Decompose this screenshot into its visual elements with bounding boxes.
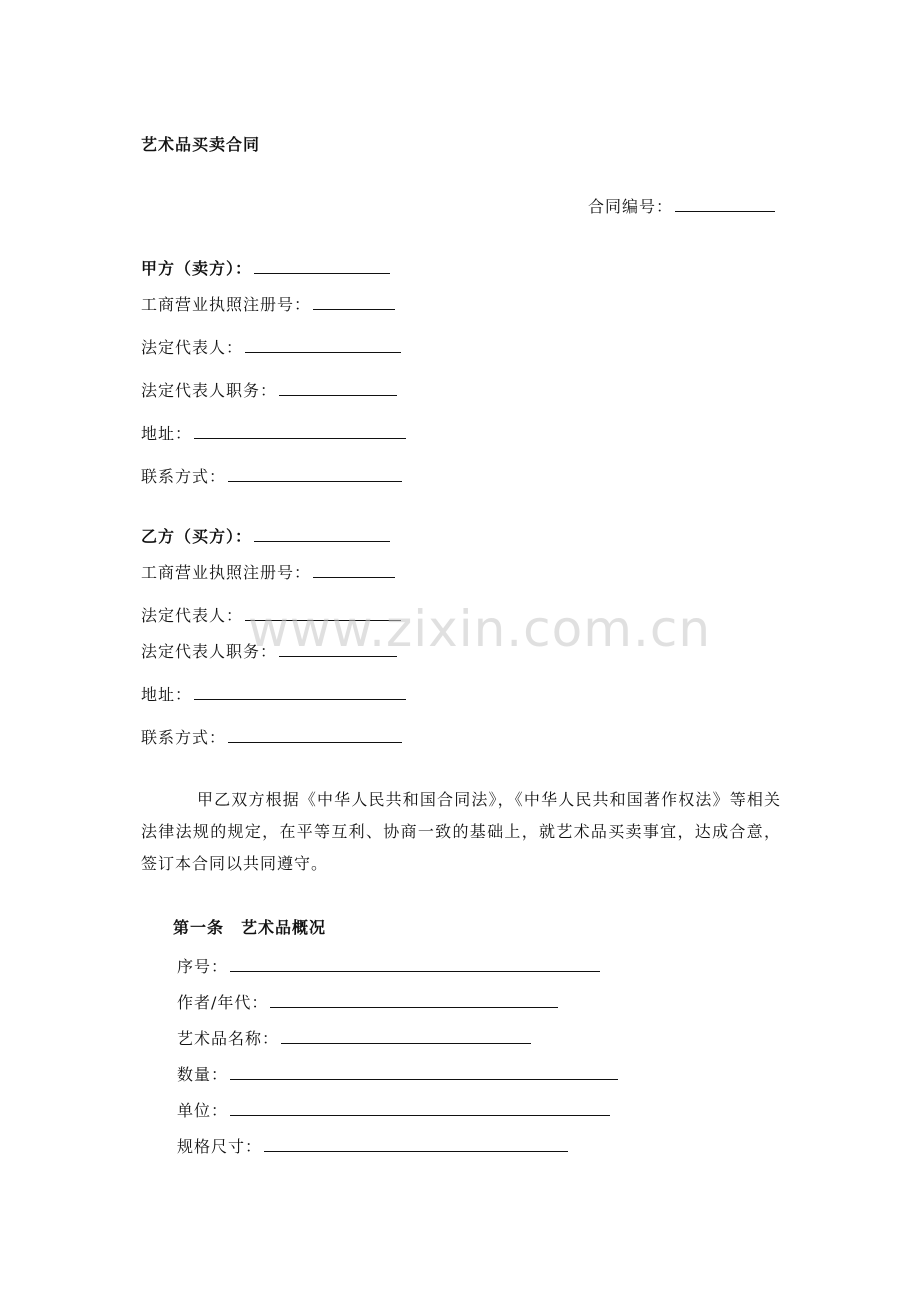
party-a-address-label: 地址： [141, 424, 193, 443]
party-b-heading-label: 乙方（买方）： [141, 527, 253, 546]
party-a-address-field [141, 421, 406, 446]
party-a-license-field [141, 292, 395, 317]
party-b-license-label: 工商营业执照注册号： [141, 563, 312, 582]
party-a-license-blank [313, 292, 395, 310]
party-a-contact-field [141, 464, 402, 489]
party-a-name-blank [254, 256, 390, 274]
artwork-author-field [177, 990, 558, 1015]
preamble-text: 甲乙双方根据《中华人民共和国合同法》，《中华人民共和国著作权法》等相关法律法规的规定，在平等互利、协商一致的基础上，就艺术品买卖事宜，达成合意，签订本合同以共同遵守。 [141, 790, 781, 873]
artwork-serial-label: 序号： [177, 957, 229, 976]
artwork-serial-field [177, 954, 600, 979]
party-b-representative-field [141, 603, 401, 628]
party-b-contact-blank [228, 725, 402, 743]
party-a-contact-label: 联系方式： [141, 467, 227, 486]
party-b-position-field [141, 639, 397, 664]
watermark-text: www.zixin.com.cn [248, 600, 712, 658]
party-a-heading [141, 256, 390, 281]
artwork-size-blank [264, 1134, 568, 1152]
artwork-name-blank [281, 1026, 531, 1044]
party-a-position-blank [279, 378, 397, 396]
artwork-size-field [177, 1134, 568, 1159]
contract-number-label: 合同编号： [588, 197, 674, 216]
party-b-license-blank [313, 560, 395, 578]
party-b-position-blank [279, 639, 397, 657]
artwork-name-field [177, 1026, 531, 1051]
party-a-representative-blank [245, 335, 401, 353]
artwork-unit-blank [230, 1098, 610, 1116]
document-title: 艺术品买卖合同 [141, 135, 261, 154]
artwork-quantity-field [177, 1062, 618, 1087]
party-a-heading-label: 甲方（卖方）： [141, 259, 253, 278]
contract-number-blank [675, 194, 775, 212]
artwork-size-label: 规格尺寸： [177, 1137, 263, 1156]
party-b-contact-label: 联系方式： [141, 728, 227, 747]
party-a-representative-label: 法定代表人： [141, 338, 244, 357]
party-b-address-field [141, 682, 406, 707]
artwork-quantity-label: 数量： [177, 1065, 229, 1084]
party-b-address-label: 地址： [141, 685, 193, 704]
party-a-representative-field [141, 335, 401, 360]
party-a-position-field [141, 378, 397, 403]
party-b-address-blank [194, 682, 406, 700]
party-a-position-label: 法定代表人职务： [141, 381, 278, 400]
party-b-position-label: 法定代表人职务： [141, 642, 278, 661]
artwork-quantity-blank [230, 1062, 618, 1080]
party-a-address-blank [194, 421, 406, 439]
preamble-paragraph [141, 784, 781, 880]
artwork-name-label: 艺术品名称： [177, 1029, 280, 1048]
party-b-name-blank [254, 524, 390, 542]
party-a-contact-blank [228, 464, 402, 482]
artwork-serial-blank [230, 954, 600, 972]
artwork-author-label: 作者/年代： [177, 993, 269, 1012]
artwork-author-blank [270, 990, 558, 1008]
artwork-unit-field [177, 1098, 610, 1123]
party-b-representative-label: 法定代表人： [141, 606, 244, 625]
article-1-heading: 第一条 艺术品概况 [173, 918, 327, 937]
artwork-unit-label: 单位： [177, 1101, 229, 1120]
party-b-contact-field [141, 725, 402, 750]
party-b-representative-blank [245, 603, 401, 621]
party-a-license-label: 工商营业执照注册号： [141, 295, 312, 314]
party-b-license-field [141, 560, 395, 585]
party-b-heading [141, 524, 390, 549]
contract-number-field [588, 194, 775, 217]
